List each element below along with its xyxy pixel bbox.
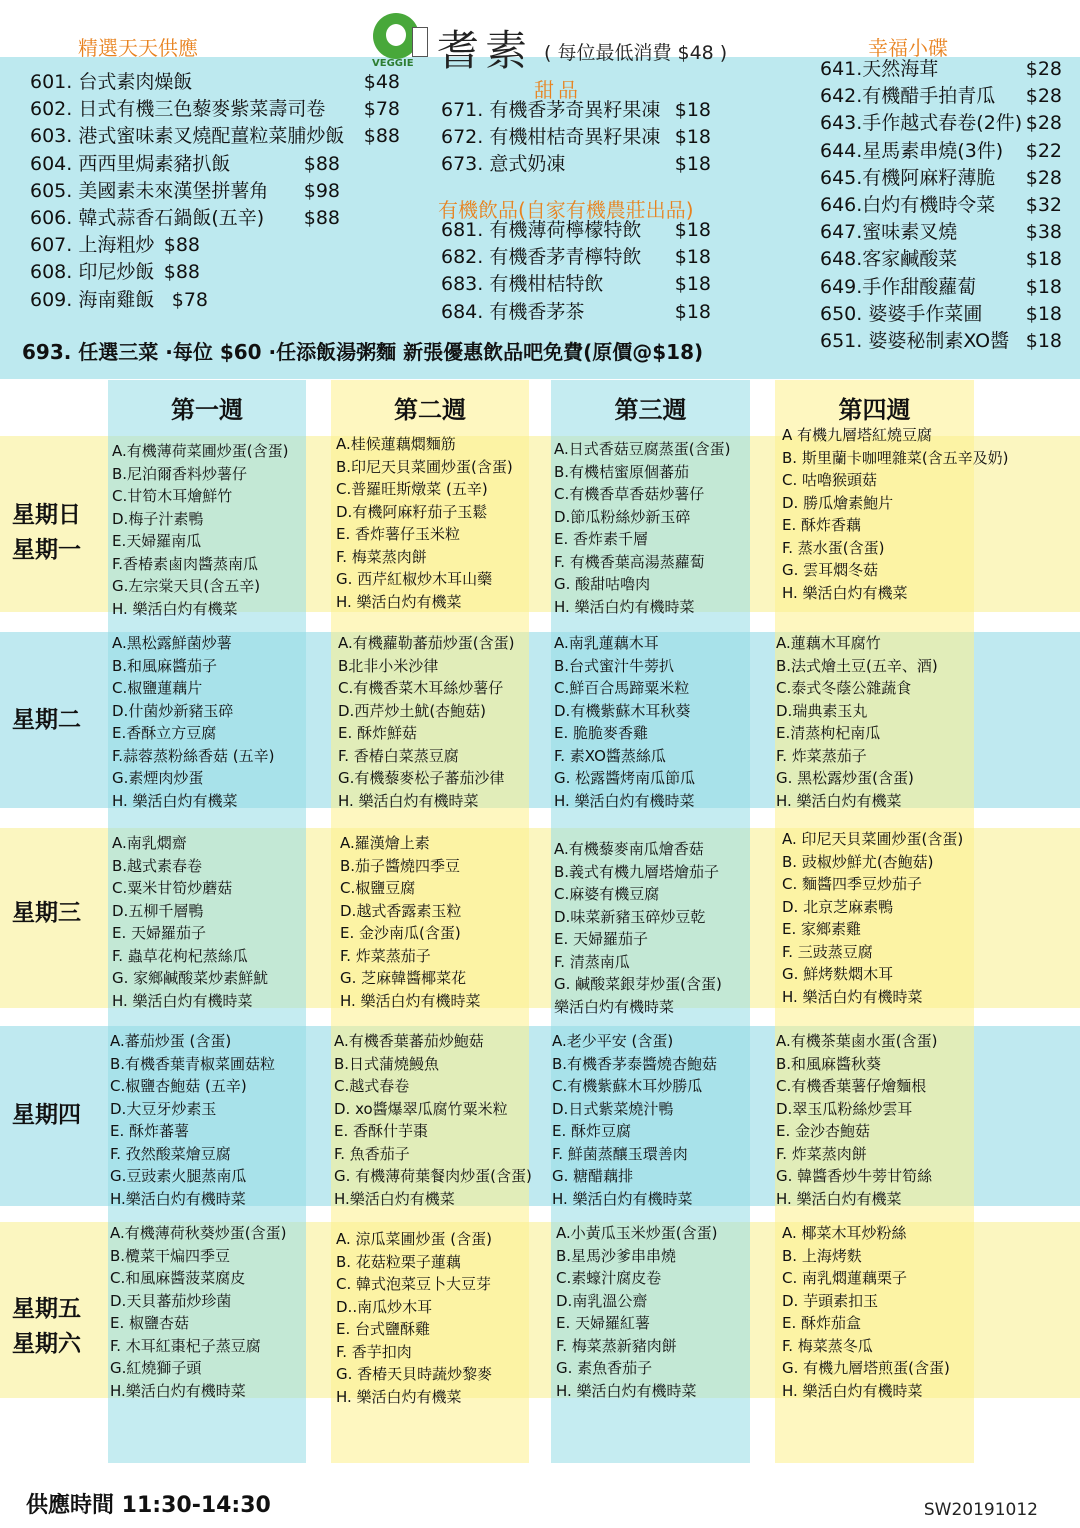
dish-item: B. 斯里蘭卡咖哩雜菜(含五辛及奶) xyxy=(782,448,1009,467)
dish-cell-wed-w2 xyxy=(340,832,481,1012)
menu-item: 605. 美國素未來漢堡拼薯角 $98 xyxy=(30,178,340,205)
dish-cell-thu-w2 xyxy=(334,1030,532,1210)
dish-item: G. 素魚香茄子 xyxy=(556,1359,653,1377)
dish-item: C. 南乳燜蓮藕栗子 xyxy=(782,1269,908,1287)
day-label-tue: 星期二 xyxy=(12,707,81,733)
dish-item: H. 樂活白灼有機菜 xyxy=(112,599,238,618)
dish-item: F. 三豉蒸豆腐 xyxy=(782,942,873,961)
price: $88 xyxy=(163,261,200,284)
dish-item: H. 樂活白灼有機時菜 xyxy=(556,1381,697,1400)
menu-item: 682. 有機香茅青檸特飲 $18 xyxy=(441,244,711,271)
daily-section-title: 精選天天供應 xyxy=(78,36,198,60)
price: $28 xyxy=(1025,58,1062,80)
dish-item: B.義式有機九層塔燴茄子 xyxy=(554,862,720,881)
dish-item: G. 黑松露炒蛋(含蛋) xyxy=(776,769,914,787)
price: $18 xyxy=(674,273,711,296)
dish-item: C. 麵醬四季豆炒茄子 xyxy=(782,875,923,893)
dish-item: F. 蟲草花枸杞蒸絲瓜 xyxy=(112,946,248,965)
dish-item: E. 家鄉素雞 xyxy=(782,920,862,938)
dish-cell-sunmon-w4 xyxy=(782,424,1009,604)
dish-item: A.南乳燜齋 xyxy=(112,834,187,852)
dish-item: C.和風麻醬菠菜腐皮 xyxy=(110,1269,246,1287)
dish-item: E. 金沙南瓜(含蛋) xyxy=(340,924,461,942)
price: $28 xyxy=(1025,166,1062,189)
dish-cell-thu-w4 xyxy=(776,1030,937,1210)
dish-item: D.日式紫菜燒汁鴨 xyxy=(552,1099,674,1118)
dish-item: E. 天婦羅茄子 xyxy=(554,930,649,948)
dish-item: F. 魚香茄子 xyxy=(334,1144,410,1163)
dish-item: E. 天婦羅紅薯 xyxy=(556,1314,651,1332)
day-label-sun-mon: 星期日 星期一 xyxy=(12,502,81,563)
dish-item: B.台式蜜汁牛蒡扒 xyxy=(554,656,675,675)
menu-item: 608. 印尼炒飯 $88 xyxy=(30,259,200,286)
dish-item: E. 香酥什芋棗 xyxy=(334,1122,429,1140)
menu-item: 647.蜜味素叉燒 $38 xyxy=(820,219,1062,246)
dish-item: G. 家鄉鹹酸菜炒素鮮魷 xyxy=(112,969,269,987)
price: $38 xyxy=(1025,221,1062,244)
dish-cell-tue-w1 xyxy=(112,632,274,812)
dish-item: C.普羅旺斯燉菜 (五辛) xyxy=(336,480,488,498)
price: $88 xyxy=(303,207,340,230)
dish-item: G. 糖醋藕排 xyxy=(552,1167,634,1185)
dish-cell-sunmon-w3 xyxy=(554,438,730,618)
price: $32 xyxy=(1025,194,1062,217)
day-label-fri-sat: 星期五 星期六 xyxy=(12,1296,81,1357)
dish-item: E. 天婦羅茄子 xyxy=(112,924,207,942)
dish-cell-frisat-w4 xyxy=(782,1222,950,1402)
menu-item: 607. 上海粗炒 $88 xyxy=(30,232,200,259)
dish-item: A.南乳蓮藕木耳 xyxy=(554,634,659,652)
dish-item: H. 樂活白灼有機時菜 xyxy=(782,1381,923,1400)
dish-item: G. 鮮烤麩燜木耳 xyxy=(782,965,894,983)
dish-item: D.味菜新豬玉碎炒豆乾 xyxy=(554,907,706,926)
price: $18 xyxy=(674,246,711,269)
dish-item: F. 炸菜蒸肉餅 xyxy=(776,1144,867,1163)
menu-item: 602. 日式有機三色藜麥紫菜壽司卷 $78 xyxy=(30,96,400,123)
dish-item: D.五柳千層鴨 xyxy=(112,901,204,920)
dish-item: G. 松露醬烤南瓜節瓜 xyxy=(554,769,696,787)
menu-item: 672. 有機柑桔奇異籽果凍 $18 xyxy=(441,124,711,151)
dish-item: A.有機薄荷菜圃炒蛋(含蛋) xyxy=(112,442,289,460)
dish-item: G.紅燒獅子頭 xyxy=(110,1359,202,1377)
dish-item: H. 樂活白灼有機菜 xyxy=(336,592,462,611)
dish-item: D.大豆牙炒素玉 xyxy=(110,1099,217,1118)
dish-cell-sunmon-w1 xyxy=(112,440,288,620)
set-meal-promo: 693. 任選三菜 ·每位 $60 ·任添飯湯粥麵 新張優惠飲品吧免費(原價@$18) xyxy=(22,340,704,364)
dish-item: G. 香椿天貝時蔬炒黎麥 xyxy=(336,1365,493,1383)
min-spend-note: ( 每位最低消費 $48 ) xyxy=(544,42,728,64)
menu-item: 643.手作越式春卷(2件) $28 xyxy=(820,110,1062,137)
dish-item: C. 咕嚕猴頭菇 xyxy=(782,471,878,489)
price: $18 xyxy=(1025,302,1062,325)
dish-item: G. 雲耳燜冬菇 xyxy=(782,561,879,579)
dish-cell-frisat-w3 xyxy=(556,1222,717,1402)
dish-cell-wed-w1 xyxy=(112,832,268,1012)
dish-item: A.日式香菇豆腐蒸蛋(含蛋) xyxy=(554,440,731,458)
menu-item: 601. 台式素肉燥飯 $48 xyxy=(30,69,400,96)
drinks-section-title: 有機飲品(自家有機農莊出品) xyxy=(438,198,694,222)
dish-item: E. 酥炸蕃薯 xyxy=(110,1122,190,1140)
day-label-thu: 星期四 xyxy=(12,1102,81,1128)
dish-item: C.鮮百合馬蹄粟米粒 xyxy=(554,679,690,697)
dish-item: D.有機阿麻籽茄子玉鬆 xyxy=(336,502,488,521)
dish-item: H. 樂活白灼有機菜 xyxy=(776,1189,902,1208)
dish-item: F. 有機香葉高湯蒸蘿蔔 xyxy=(554,552,705,571)
dish-item: E. 脆脆麥香雞 xyxy=(554,724,649,742)
menu-item: 683. 有機柑桔特飲 $18 xyxy=(441,271,711,298)
price: $78 xyxy=(363,98,400,121)
price: $48 xyxy=(363,71,400,93)
dish-item: B. 花菇粒栗子蓮藕 xyxy=(336,1252,461,1271)
dish-item: H. 樂活白灼有機時菜 xyxy=(112,991,253,1010)
menu-item: 641.天然海茸 $28 xyxy=(820,56,1062,83)
dish-item: C.粟米甘筍炒蘑菇 xyxy=(112,879,233,897)
dish-item: C.素蠔汁腐皮卷 xyxy=(556,1269,662,1287)
dish-item: B.印尼天貝菜圃炒蛋(含蛋) xyxy=(336,457,513,476)
dish-item: F. 香芋扣肉 xyxy=(336,1342,412,1361)
dish-item: B.有機桔蜜原個蕃茄 xyxy=(554,462,690,481)
dish-item: G. 鹹酸菜銀芽炒蛋(含蛋) xyxy=(554,975,722,993)
dish-item: G. 西芹紅椒炒木耳山藥 xyxy=(336,570,493,588)
dish-item: E.香酥立方豆腐 xyxy=(112,724,217,742)
menu-version-code: SW20191012 xyxy=(923,1500,1038,1520)
menu-item: 650. 婆婆手作菜圃 $18 xyxy=(820,301,1062,328)
dish-item: D.西芹炒土魷(杏鮑菇) xyxy=(338,701,487,720)
week-header-3: 第三週 xyxy=(614,396,687,424)
dish-item: B.越式素春卷 xyxy=(112,856,203,875)
dish-item: B.尼泊爾香料炒薯仔 xyxy=(112,464,248,483)
price: $22 xyxy=(1025,139,1062,162)
week-header-4: 第四週 xyxy=(838,396,911,424)
dish-item: H. 樂活白灼有機菜 xyxy=(336,1387,462,1406)
dish-item: H. 樂活白灼有機時菜 xyxy=(554,597,695,616)
price: $28 xyxy=(1025,85,1062,108)
dish-item: A.老少平安 (含蛋) xyxy=(552,1032,674,1050)
dish-item: C.麻婆有機豆腐 xyxy=(554,885,660,903)
dish-item: C.椒鹽杏鮑菇 (五辛) xyxy=(110,1077,247,1095)
day-label-wed: 星期三 xyxy=(12,900,81,926)
dish-item: F. 木耳紅棗杞子蒸豆腐 xyxy=(110,1336,261,1355)
dish-item: E. 香炸薯仔玉米粒 xyxy=(336,525,461,543)
dish-item: D. 芋頭素扣玉 xyxy=(782,1291,879,1310)
menu-item: 644.星馬素串燒(3件) $22 xyxy=(820,138,1062,165)
dish-item: C.甘筍木耳燴鮮竹 xyxy=(112,487,233,505)
dish-item: A.小黃瓜玉米炒蛋(含蛋) xyxy=(556,1224,718,1242)
dish-item: H. 樂活白灼有機時菜 xyxy=(554,791,695,810)
small-plates-section-title: 幸福小碟 xyxy=(868,36,948,60)
dish-cell-wed-w4 xyxy=(782,828,963,1008)
dish-item: G.有機藜麥松子蕃茄沙律 xyxy=(338,769,505,787)
dish-item: B.法式燴土豆(五辛、酒) xyxy=(776,656,938,675)
dish-item: B.茄子醬燒四季豆 xyxy=(340,856,461,875)
dish-item: D.什菌炒新豬玉碎 xyxy=(112,701,234,720)
dish-item: B北非小米沙律 xyxy=(338,656,439,675)
week-header-2: 第二週 xyxy=(394,396,466,424)
drinks-list xyxy=(441,217,711,326)
menu-item: 645.有機阿麻籽薄脆 $28 xyxy=(820,165,1062,192)
dish-item: A.羅漢燴上素 xyxy=(340,834,430,852)
dish-item: G.豆豉素火腿蒸南瓜 xyxy=(110,1167,247,1185)
dish-item: C. 韓式泡菜豆卜大豆芽 xyxy=(336,1275,492,1293)
menu-item: 648.客家鹹酸菜 $18 xyxy=(820,246,1062,273)
dish-cell-thu-w3 xyxy=(552,1030,717,1210)
dish-item: H. 樂活白灼有機菜 xyxy=(776,791,902,810)
dish-item: F.蒜蓉蒸粉絲香菇 (五辛) xyxy=(112,746,275,765)
dish-item: A.有機香葉蕃茄炒鮑菇 xyxy=(334,1032,484,1050)
dish-item: E.清蒸枸杞南瓜 xyxy=(776,724,881,742)
dish-item: F. 梅菜蒸肉餅 xyxy=(336,547,427,566)
menu-item: 651. 婆婆秘制素XO醬 $18 xyxy=(820,328,1062,355)
dish-item: A.桂候蓮藕燜麵筋 xyxy=(336,435,456,453)
dish-item: C.椒鹽豆腐 xyxy=(340,879,416,897)
dish-item: F. 梅菜蒸新豬肉餅 xyxy=(556,1336,677,1355)
dish-item: A. 印尼天貝菜圃炒蛋(含蛋) xyxy=(782,830,964,848)
dish-cell-tue-w4 xyxy=(776,632,938,812)
dish-item: G.素煙肉炒蛋 xyxy=(112,769,204,787)
price: $18 xyxy=(674,99,711,121)
price: $88 xyxy=(303,152,340,175)
menu-item: 649.手作甜酸蘿蔔 $18 xyxy=(820,274,1062,301)
price: $28 xyxy=(1025,112,1062,135)
dish-item: A.蓮藕木耳腐竹 xyxy=(776,634,881,652)
dish-item: B. 豉椒炒鮮尤(杏鮑菇) xyxy=(782,852,934,871)
dish-item: B.和風麻醬茄子 xyxy=(112,656,218,675)
dish-item: H. 樂活白灼有機時菜 xyxy=(338,791,479,810)
dish-item: E. 台式鹽酥雞 xyxy=(336,1320,431,1338)
price: $88 xyxy=(363,125,400,148)
menu-item: 681. 有機薄荷檸檬特飲 $18 xyxy=(441,217,711,244)
price: $18 xyxy=(1025,275,1062,298)
dish-item: H.樂活白灼有機時菜 xyxy=(110,1381,246,1400)
dish-cell-thu-w1 xyxy=(110,1030,275,1210)
menu-item: 604. 西西里焗素豬扒飯 $88 xyxy=(30,151,340,178)
dish-item: E. 椒鹽杏菇 xyxy=(110,1314,190,1332)
dish-item: B.有機香葉青椒菜圃菇粒 xyxy=(110,1054,276,1073)
dish-item: H. 樂活白灼有機時菜 xyxy=(552,1189,693,1208)
dish-item: H. 樂活白灼有機時菜 xyxy=(340,991,481,1010)
daily-list xyxy=(30,69,400,314)
dish-item: G.左宗棠天貝(含五辛) xyxy=(112,577,261,595)
dish-item: E. 酥炸香藕 xyxy=(782,516,862,534)
dish-item: H. 樂活白灼有機菜 xyxy=(782,583,908,602)
dish-item: F. 孜然酸菜燴豆腐 xyxy=(110,1144,231,1163)
dish-item: D.瑞典素玉丸 xyxy=(776,701,868,720)
brand-title: 耆素 xyxy=(437,26,534,75)
service-hours: 供應時間 11:30-14:30 xyxy=(26,1493,271,1518)
dish-item: C.有機香葉薯仔燴麵根 xyxy=(776,1077,927,1095)
dish-item: A.有機藜麥南瓜燴香菇 xyxy=(554,840,704,858)
dish-cell-frisat-w2 xyxy=(336,1228,492,1408)
dish-item: A.黑松露鮮菌炒薯 xyxy=(112,634,232,652)
dish-item: F. 炸菜蒸茄子 xyxy=(340,946,431,965)
dish-item: D.梅子汁素鴨 xyxy=(112,509,204,528)
week-header-1: 第一週 xyxy=(171,396,243,424)
dish-item: A.有機茶葉鹵水蛋(含蛋) xyxy=(776,1032,938,1050)
dish-item: G. 芝麻韓醬椰菜花 xyxy=(340,969,467,987)
dish-item: C.有機香草香菇炒薯仔 xyxy=(554,485,705,503)
dish-item: D.南乳溫公齋 xyxy=(556,1291,648,1310)
dish-item: D..南瓜炒木耳 xyxy=(336,1297,433,1316)
dish-item: D.有機紫蘇木耳秋葵 xyxy=(554,701,691,720)
dish-item: B.星馬沙爹串串燒 xyxy=(556,1246,677,1265)
dish-item: G. 韓醬香炒牛蒡甘筍絲 xyxy=(776,1167,933,1185)
price: $18 xyxy=(1025,248,1062,271)
dish-item: F.香椿素鹵肉醬蒸南瓜 xyxy=(112,554,258,573)
dish-item: A.有機薄荷秋葵炒蛋(含蛋) xyxy=(110,1224,287,1242)
dish-item: H. 樂活白灼有機菜 xyxy=(112,791,238,810)
dish-item: B.日式蒲燒鰻魚 xyxy=(334,1054,440,1073)
price: $78 xyxy=(171,288,208,311)
dish-item: B. 上海烤麩 xyxy=(782,1246,862,1265)
dish-item: E. 酥炸豆腐 xyxy=(552,1122,632,1140)
dish-cell-tue-w2 xyxy=(338,632,514,812)
dish-item: H.樂活白灼有機時菜 xyxy=(110,1189,246,1208)
logo-tag-icon xyxy=(412,27,428,57)
dish-item: D.天貝蕃茄炒珍菌 xyxy=(110,1291,232,1310)
price: $18 xyxy=(674,126,711,149)
dish-item: B.有機香茅泰醬燒杏鮑菇 xyxy=(552,1054,718,1073)
dessert-list xyxy=(441,97,711,179)
menu-item: 603. 港式蜜味素叉燒配薑粒菜脯炒飯 $88 xyxy=(30,123,400,150)
dish-cell-wed-w3 xyxy=(554,838,722,1018)
price: $18 xyxy=(674,219,711,241)
dish-item: A. 涼瓜菜圃炒蛋 (含蛋) xyxy=(336,1230,493,1248)
dish-item: E. 香炸素千層 xyxy=(554,530,649,548)
dish-item: C.有機香菜木耳絲炒薯仔 xyxy=(338,679,504,697)
dish-item: F. 梅菜蒸冬瓜 xyxy=(782,1336,873,1355)
dish-item: G. 有機薄荷葉餐肉炒蛋(含蛋) xyxy=(334,1167,532,1185)
dessert-section-title: 甜品 xyxy=(534,78,582,102)
dish-item: G. 酸甜咕嚕肉 xyxy=(554,575,651,593)
menu-item: 609. 海南雞飯 $78 xyxy=(30,287,208,314)
dish-cell-frisat-w1 xyxy=(110,1222,286,1402)
price: $18 xyxy=(1025,330,1062,353)
dish-item: D.翠玉瓜粉絲炒雲耳 xyxy=(776,1099,913,1118)
logo-text: VEGGIE xyxy=(372,58,414,69)
dish-item: F. 蒸水蛋(含蛋) xyxy=(782,538,885,557)
dish-item: C.椒鹽蓮藕片 xyxy=(112,679,203,697)
dish-item: F. 清蒸南瓜 xyxy=(554,952,630,971)
dish-item: A.蕃茄炒蛋 (含蛋) xyxy=(110,1032,232,1050)
dish-cell-sunmon-w2 xyxy=(336,433,513,613)
dish-item: A 有機九層塔紅燒豆腐 xyxy=(782,426,933,444)
dish-item: E.天婦羅南瓜 xyxy=(112,532,202,550)
small-plates-list xyxy=(820,56,1062,355)
price: $98 xyxy=(303,179,340,202)
dish-item: D. 北京芝麻素鴨 xyxy=(782,897,894,916)
menu-item: 646.白灼有機時令菜 $32 xyxy=(820,192,1062,219)
dish-item: G. 有機九層塔煎蛋(含蛋) xyxy=(782,1359,950,1377)
dish-item: C.有機紫蘇木耳炒勝瓜 xyxy=(552,1077,703,1095)
dish-item: B.欖菜干煸四季豆 xyxy=(110,1246,231,1265)
dish-item: D.越式香露素玉粒 xyxy=(340,901,462,920)
dish-item: C.泰式冬蔭公雜蔬食 xyxy=(776,679,912,697)
menu-item: 684. 有機香茅茶 $18 xyxy=(441,299,711,326)
dish-item: D. xo醬爆翠瓜腐竹粟米粒 xyxy=(334,1099,508,1118)
dish-item: A. 椰菜木耳炒粉絲 xyxy=(782,1224,907,1242)
menu-item: 673. 意式奶凍 $18 xyxy=(441,151,711,178)
dish-item: A.有機蘿勒蕃茄炒蛋(含蛋) xyxy=(338,634,515,652)
menu-item: 642.有機醋手拍青瓜 $28 xyxy=(820,83,1062,110)
dish-item: E. 酥炸茄盒 xyxy=(782,1314,862,1332)
dish-item: 樂活白灼有機時菜 xyxy=(554,997,675,1016)
dish-item: F. 鮮菌蒸釀玉環善肉 xyxy=(552,1144,688,1163)
dish-item: F. 香椿白菜蒸豆腐 xyxy=(338,746,459,765)
menu-item: 671. 有機香茅奇異籽果凍 $18 xyxy=(441,97,711,124)
price: $88 xyxy=(163,234,200,257)
dish-item: E. 金沙杏鮑菇 xyxy=(776,1122,871,1140)
price: $18 xyxy=(674,300,711,323)
dish-item: B.和風麻醬秋葵 xyxy=(776,1054,882,1073)
dish-cell-tue-w3 xyxy=(554,632,695,812)
menu-item: 606. 韓式蒜香石鍋飯(五辛) $88 xyxy=(30,205,340,232)
dish-item: C.越式春卷 xyxy=(334,1077,410,1095)
dish-item: H.樂活白灼有機菜 xyxy=(334,1189,455,1208)
dish-item: D. 勝瓜燴素鮑片 xyxy=(782,493,894,512)
dish-item: E. 酥炸鮮菇 xyxy=(338,724,418,742)
price: $18 xyxy=(674,153,711,176)
dish-item: H. 樂活白灼有機時菜 xyxy=(782,987,923,1006)
dish-item: F. 素XO醬蒸絲瓜 xyxy=(554,746,666,765)
dish-item: D.節瓜粉絲炒新玉碎 xyxy=(554,507,691,526)
dish-item: F. 炸菜蒸茄子 xyxy=(776,746,867,765)
